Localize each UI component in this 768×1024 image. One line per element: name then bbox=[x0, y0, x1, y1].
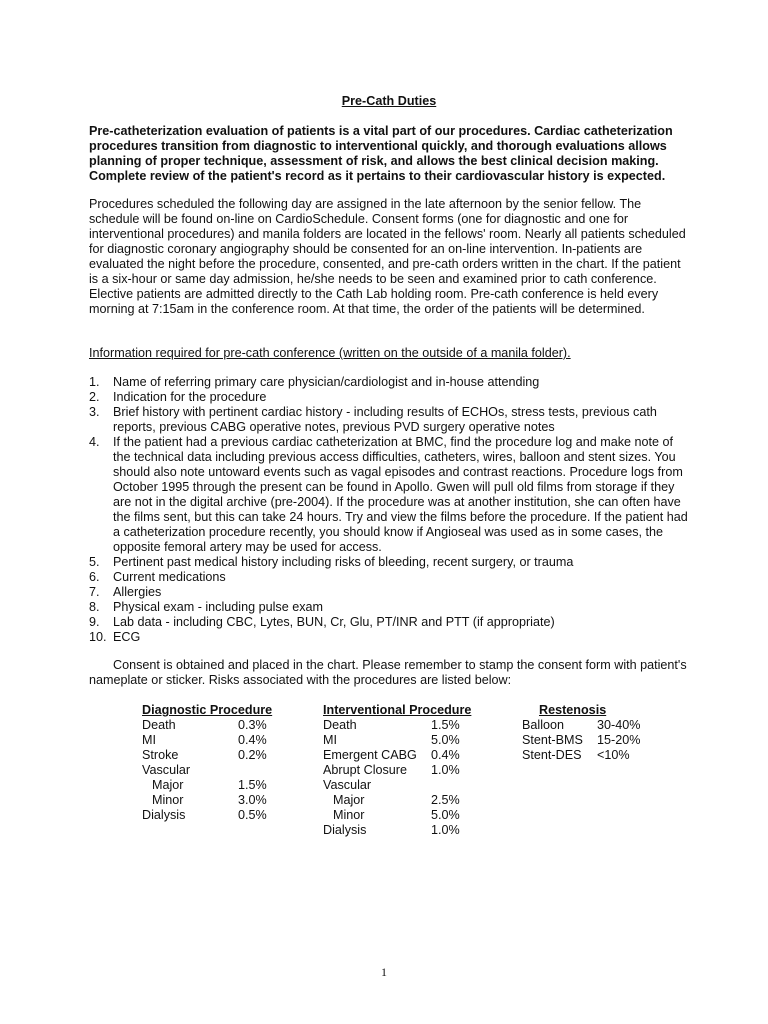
info-heading: Information required for pre-cath conference (written on the outside of a manila folder). bbox=[89, 346, 571, 360]
list-item-text: Indication for the procedure bbox=[113, 390, 267, 404]
list-item bbox=[89, 435, 689, 555]
risk-value: 5.0% bbox=[431, 808, 460, 822]
table-row bbox=[142, 718, 292, 733]
list-item-text: ECG bbox=[113, 630, 141, 644]
risk-label: Emergent CABG bbox=[323, 748, 417, 762]
risk-value: 0.4% bbox=[238, 733, 267, 747]
list-item-number: 9. bbox=[89, 615, 100, 629]
risk-label: Vascular bbox=[323, 778, 372, 792]
table-row bbox=[323, 763, 483, 778]
table-row bbox=[522, 718, 672, 733]
list-item-number: 6. bbox=[89, 570, 100, 584]
risk-label: Major bbox=[333, 793, 365, 807]
list-item-text: Brief history with pertinent cardiac history - including results of ECHOs, stress tests, previous cath reports, previous CABG operative notes, previous PVD surgery operative notes bbox=[113, 405, 657, 434]
risk-value: 5.0% bbox=[431, 733, 460, 747]
risk-value: 0.3% bbox=[238, 718, 267, 732]
list-item-text: Current medications bbox=[113, 570, 226, 584]
risk-label: Death bbox=[323, 718, 357, 732]
table-row bbox=[323, 793, 483, 808]
list-item bbox=[89, 630, 689, 645]
list-item-text: Physical exam - including pulse exam bbox=[113, 600, 323, 614]
risk-value: 0.4% bbox=[431, 748, 460, 762]
list-item bbox=[89, 555, 689, 570]
interventional-risk-table bbox=[323, 703, 483, 838]
list-item-number: 8. bbox=[89, 600, 100, 614]
table-row bbox=[142, 733, 292, 748]
list-item-number: 4. bbox=[89, 435, 100, 449]
risk-value: 0.2% bbox=[238, 748, 267, 762]
list-item-number: 10. bbox=[89, 630, 107, 644]
list-item bbox=[89, 585, 689, 600]
diagnostic-header: Diagnostic Procedure bbox=[142, 703, 273, 717]
risk-label: Minor bbox=[152, 793, 184, 807]
table-row bbox=[323, 778, 483, 793]
list-item-number: 1. bbox=[89, 375, 100, 389]
table-row bbox=[323, 808, 483, 823]
table-row bbox=[323, 748, 483, 763]
list-item-text: Lab data - including CBC, Lytes, BUN, Cr, Glu, PT/INR and PTT (if appropriate) bbox=[113, 615, 555, 629]
risk-label: Dialysis bbox=[323, 823, 367, 837]
table-row bbox=[323, 733, 483, 748]
table-row bbox=[142, 808, 292, 823]
risk-label: Stroke bbox=[142, 748, 179, 762]
list-item-text: Pertinent past medical history including risks of bleeding, recent surgery, or trauma bbox=[113, 555, 574, 569]
risk-label: Death bbox=[142, 718, 176, 732]
list-item-text: If the patient had a previous cardiac catheterization at BMC, find the procedure log and make note of the technical data including previous access difficulties, catheters, wires, balloon and stent sizes. You should also note untoward events such as vagal episodes and contrast reactions. Procedure logs from October 1995 through the present can be found in Apollo. Gwen will pull old films from storage if they are not in the digital archive (pre-2004). If the procedure was at another institution, she can often have the films sent, but this can take 24 hours. Try and view the films before the procedure. If the patient had a catheterization procedure recently, you should know if Angioseal was used as in some cases, the opposite femoral artery may be used for access. bbox=[113, 435, 688, 554]
table-row bbox=[522, 748, 672, 763]
table-row bbox=[323, 823, 483, 838]
list-item-text: Allergies bbox=[113, 585, 162, 599]
risk-value: 1.0% bbox=[431, 763, 460, 777]
list-item bbox=[89, 570, 689, 585]
risk-value: 0.5% bbox=[238, 808, 267, 822]
table-row bbox=[522, 733, 672, 748]
risk-label: MI bbox=[142, 733, 156, 747]
risk-label: Stent-DES bbox=[522, 748, 582, 762]
diagnostic-risk-table bbox=[142, 703, 292, 823]
interventional-header: Interventional Procedure bbox=[323, 703, 472, 717]
risk-value: 1.5% bbox=[431, 718, 460, 732]
list-item bbox=[89, 405, 689, 435]
table-row bbox=[323, 718, 483, 733]
restenosis-header: Restenosis bbox=[539, 703, 607, 717]
risk-label: Abrupt Closure bbox=[323, 763, 407, 777]
risk-value: <10% bbox=[597, 748, 630, 762]
risk-label: Major bbox=[152, 778, 184, 792]
table-row bbox=[142, 793, 292, 808]
list-item-text: Name of referring primary care physician/cardiologist and in-house attending bbox=[113, 375, 540, 389]
consent-paragraph: Consent is obtained and placed in the chart. Please remember to stamp the consent form with patient's nameplate or sticker. Risks associated with the procedures are listed below: bbox=[89, 658, 687, 687]
risk-value: 1.0% bbox=[431, 823, 460, 837]
risk-value: 2.5% bbox=[431, 793, 460, 807]
risk-value: 30-40% bbox=[597, 718, 641, 732]
list-item bbox=[89, 375, 689, 390]
table-row bbox=[142, 763, 292, 778]
list-item-number: 7. bbox=[89, 585, 100, 599]
risk-label: MI bbox=[323, 733, 337, 747]
table-row bbox=[142, 748, 292, 763]
risk-value: 15-20% bbox=[597, 733, 641, 747]
risk-label: Stent-BMS bbox=[522, 733, 583, 747]
page-number: 1 bbox=[381, 965, 387, 979]
table-row bbox=[142, 778, 292, 793]
list-item bbox=[89, 390, 689, 405]
list-item-number: 3. bbox=[89, 405, 100, 419]
risk-value: 3.0% bbox=[238, 793, 267, 807]
risk-label: Balloon bbox=[522, 718, 565, 732]
risk-value: 1.5% bbox=[238, 778, 267, 792]
risk-label: Dialysis bbox=[142, 808, 186, 822]
list-item-number: 5. bbox=[89, 555, 100, 569]
requirements-list bbox=[89, 375, 689, 645]
risk-label: Minor bbox=[333, 808, 365, 822]
list-item-number: 2. bbox=[89, 390, 100, 404]
schedule-paragraph: Procedures scheduled the following day are assigned in the late afternoon by the senior fellow. The schedule will be found on-line on CardioSchedule. Consent forms (one for diagnostic and one for interventional procedures) and manila folders are located in the fellows' room. Nearly all patients scheduled for diagnostic coronary angiography should be consented for an on-line intervention. In-patients are evaluated the night before the procedure, consented, and pre-cath orders written in the chart. If the patient is a six-hour or same day admission, he/she needs to be seen and examined prior to cath conference. Elective patients are admitted directly to the Cath Lab holding room. Pre-cath conference is held every morning at 7:15am in the conference room. At that time, the order of the patients will be determined. bbox=[89, 197, 686, 316]
list-item bbox=[89, 600, 689, 615]
list-item bbox=[89, 615, 689, 630]
restenosis-table bbox=[522, 703, 672, 763]
page-title: Pre-Cath Duties bbox=[341, 94, 437, 108]
intro-paragraph: Pre-catheterization evaluation of patients is a vital part of our procedures. Cardiac catheterization procedures transition from diagnostic to interventional quickly, and thorough evaluations allows planning of proper technique, assessment of risk, and allows the best clinical decision making. Complete review of the patient's record as it pertains to their cardiovascular history is expected. bbox=[89, 124, 673, 183]
risk-label: Vascular bbox=[142, 763, 191, 777]
